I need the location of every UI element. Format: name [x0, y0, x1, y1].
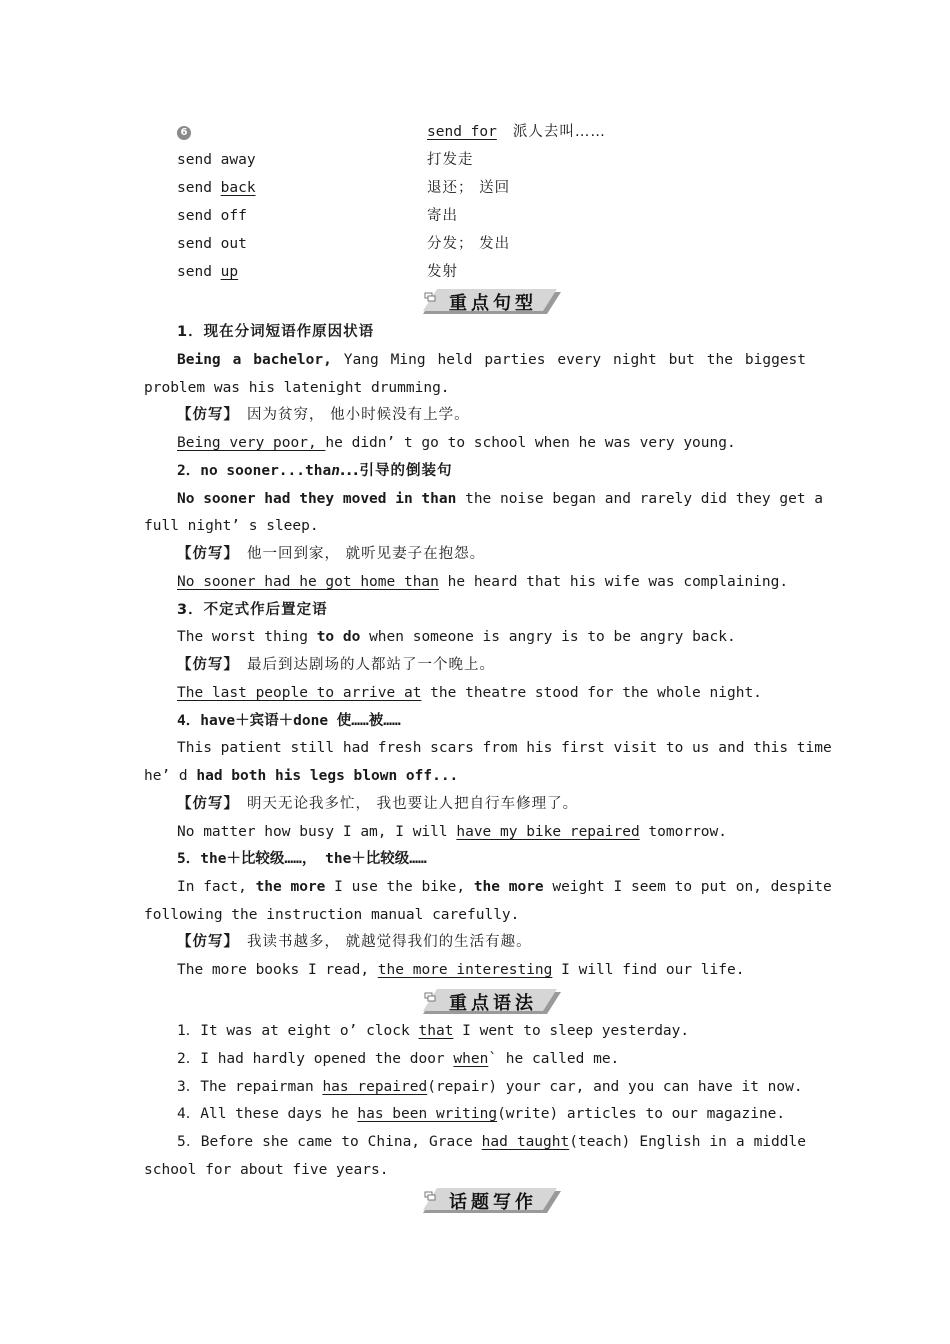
example-line: he’ d had both his legs blown off...	[144, 768, 459, 784]
phrase-item: send back	[177, 180, 256, 196]
grammar-item: 4．All these days he has been writing(write) articles to our magazine.	[177, 1106, 786, 1122]
grammar-item: 2．I had hardly opened the door when` he called me.	[177, 1051, 620, 1067]
sentence-title: 5．the＋比较级……， the＋比较级……	[177, 851, 427, 867]
example-line: full night’ s sleep.	[144, 518, 319, 534]
circled-number-icon: 6	[177, 126, 191, 140]
phrase-meaning: 寄出	[427, 208, 458, 224]
phrase-item: send away	[177, 152, 256, 168]
imitate-answer: The last people to arrive at the theatre stood for the whole night.	[177, 685, 762, 701]
imitate-answer: Being very poor, he didn’ t go to school when he was very young.	[177, 435, 736, 451]
phrase-meaning: 发射	[427, 264, 458, 280]
example-line: This patient still had fresh scars from his first visit to us and this time	[177, 740, 832, 756]
section-header-grammar: 重点语法	[423, 987, 561, 1015]
example-line: The worst thing to do when someone is angry is to be angry back.	[177, 629, 736, 645]
imitate-prompt: 【仿写】 最后到达剧场的人都站了一个晚上。	[177, 657, 495, 673]
phrase-marker	[177, 122, 191, 142]
example-line: problem was his latenight drumming.	[144, 380, 450, 396]
imitate-prompt: 【仿写】 因为贫穷， 他小时候没有上学。	[177, 407, 470, 423]
imitate-answer: No matter how busy I am, I will have my bike repaired tomorrow.	[177, 824, 727, 840]
example-line: Being a bachelor, Yang Ming held parties every night but the biggest	[177, 352, 807, 368]
sentence-title: 3．不定式作后置定语	[177, 602, 328, 618]
imitate-answer: No sooner had he got home than he heard that his wife was complaining.	[177, 574, 789, 590]
imitate-prompt: 【仿写】 他一回到家， 就听见妻子在抱怨。	[177, 546, 486, 562]
example-line: No sooner had they moved in than the noise began and rarely did they get a	[177, 491, 824, 507]
phrase-item: send out	[177, 236, 247, 252]
sentence-title: 1．现在分词短语作原因状语	[177, 324, 375, 340]
phrase-item: send off	[177, 208, 247, 224]
imitate-answer: The more books I read, the more interesting I will find our life.	[177, 962, 745, 978]
grammar-item: 5．Before she came to China, Grace had taught(teach) English in a middle	[177, 1134, 806, 1150]
phrase-head: send for 派人去叫……	[427, 124, 606, 140]
grammar-item: 3．The repairman has repaired(repair) your car, and you can have it now.	[177, 1079, 803, 1095]
phrase-item: send up	[177, 264, 239, 280]
grammar-item-cont: school for about five years.	[144, 1162, 389, 1178]
sentence-title: 2．no sooner...than...引导的倒装句	[177, 463, 453, 479]
example-line: following the instruction manual carefully.	[144, 907, 520, 923]
phrase-meaning: 退还； 送回	[427, 180, 511, 196]
imitate-prompt: 【仿写】 明天无论我多忙， 我也要让人把自行车修理了。	[177, 796, 579, 812]
example-line: In fact, the more I use the bike, the more weight I seem to put on, despite	[177, 879, 832, 895]
sentence-title: 4．have＋宾语＋done 使……被……	[177, 713, 401, 729]
section-header-sentences: 重点句型	[423, 287, 561, 315]
phrase-meaning: 分发； 发出	[427, 236, 511, 252]
grammar-item: 1．It was at eight o’ clock that I went to sleep yesterday.	[177, 1023, 690, 1039]
section-header-writing: 话题写作	[423, 1186, 561, 1214]
imitate-prompt: 【仿写】 我读书越多， 就越觉得我们的生活有趣。	[177, 934, 532, 950]
phrase-meaning: 打发走	[427, 152, 474, 168]
